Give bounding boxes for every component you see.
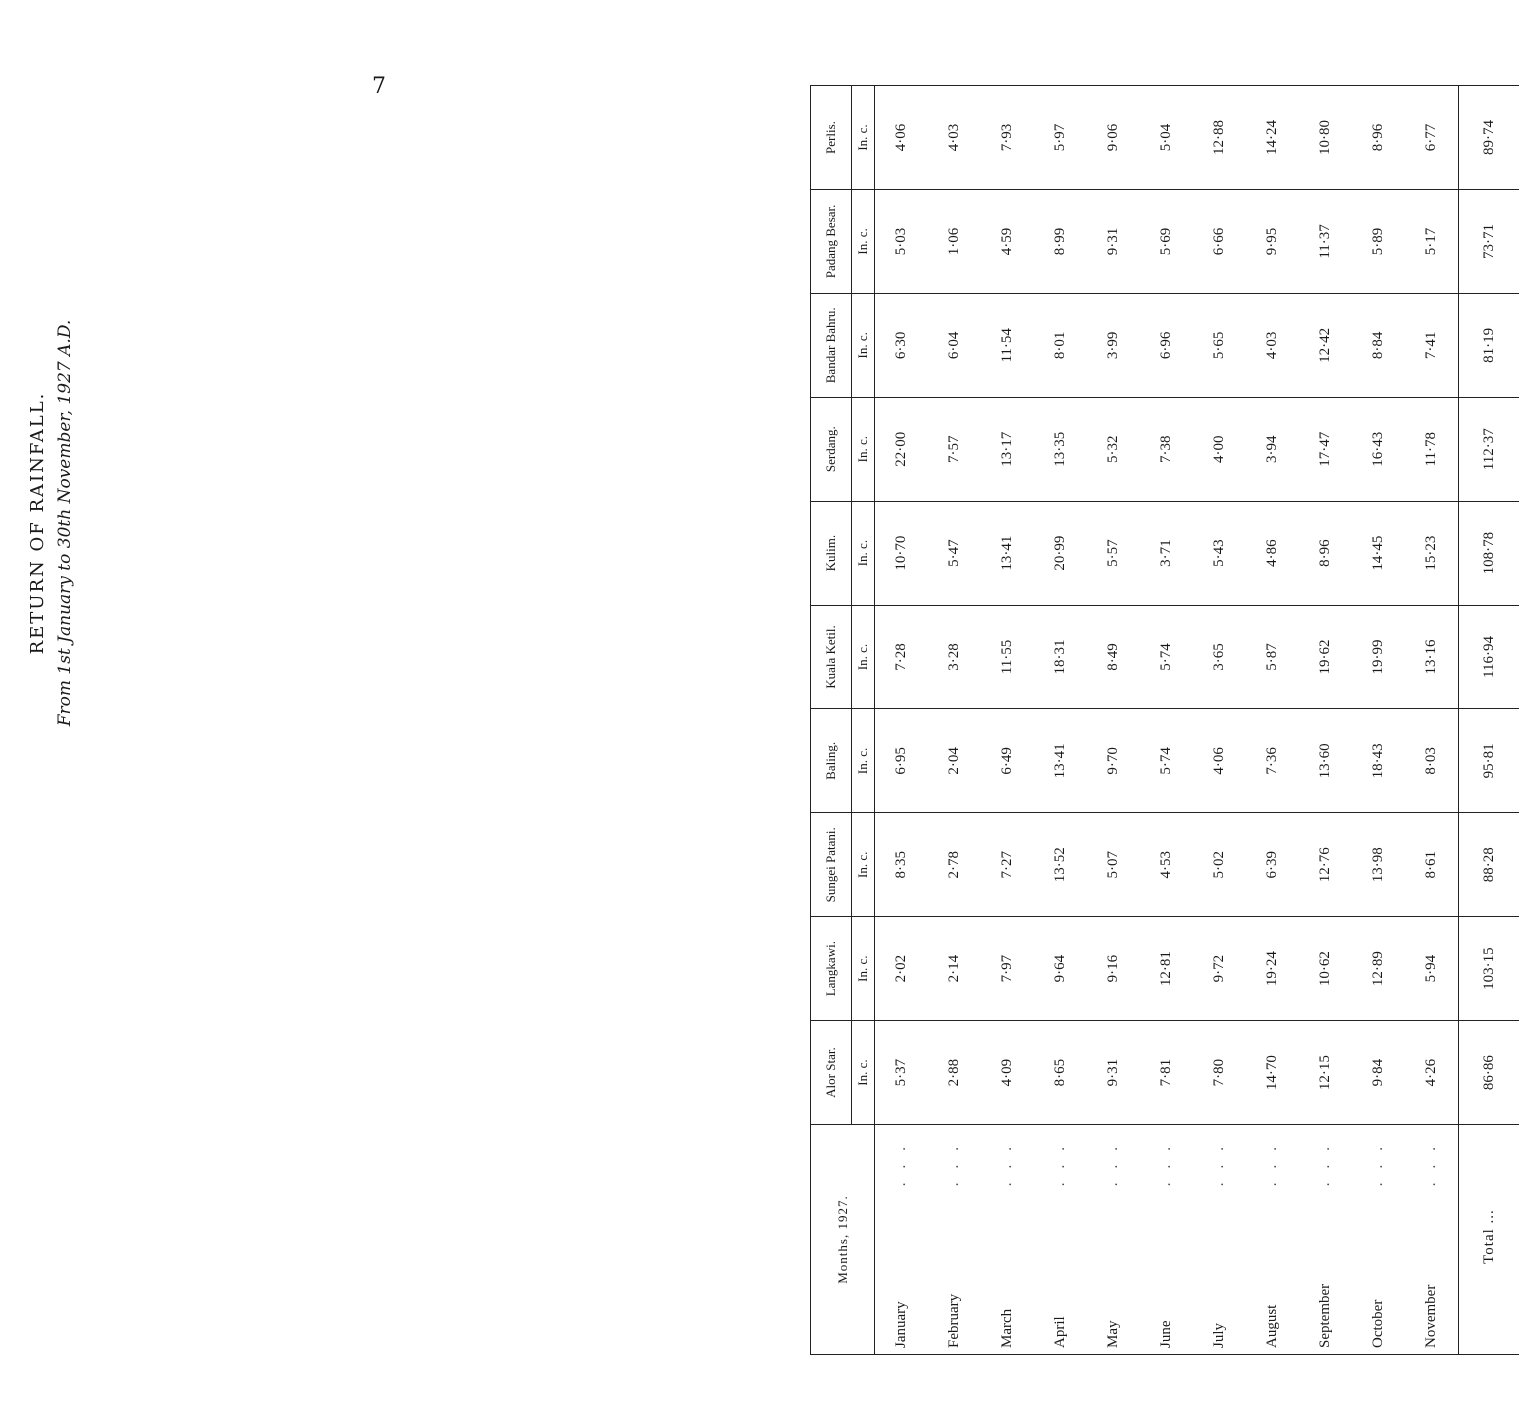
rainfall-value: 5·43 [1193, 501, 1246, 605]
rainfall-value: 5·57 [1087, 501, 1140, 605]
rainfall-value: 13·41 [981, 501, 1034, 605]
month-label: May [1105, 1320, 1121, 1348]
rainfall-value: 8·61 [1405, 813, 1459, 917]
rainfall-value: 7·97 [981, 917, 1034, 1021]
rainfall-value: 7·81 [1140, 1021, 1193, 1125]
total-value: 108·78 [1459, 501, 1519, 605]
station-header-row [811, 86, 852, 1355]
rainfall-value: 9·95 [1246, 189, 1299, 293]
month-cell [1405, 1125, 1459, 1355]
leader-dots: ... [1370, 1133, 1386, 1187]
rainfall-value: 7·28 [875, 605, 929, 709]
rainfall-value: 5·32 [1087, 397, 1140, 501]
rainfall-value: 9·70 [1087, 709, 1140, 813]
rainfall-value: 8·01 [1034, 293, 1087, 397]
rainfall-value: 9·84 [1352, 1021, 1405, 1125]
rainfall-value: 2·14 [928, 917, 981, 1021]
units-label: In. c. [852, 917, 875, 1021]
rainfall-value: 5·97 [1034, 86, 1087, 190]
rainfall-table-body [875, 86, 1519, 1355]
page-title: RETURN OF RAINFALL. [27, 391, 48, 655]
units-label: In. c. [852, 1021, 875, 1125]
station-header: Kuala Ketil. [811, 605, 852, 709]
rainfall-value: 14·45 [1352, 501, 1405, 605]
total-value: 73·71 [1459, 189, 1519, 293]
month-cell [875, 1125, 929, 1355]
rainfall-value: 4·86 [1246, 501, 1299, 605]
month-label: February [946, 1293, 962, 1348]
month-label: June [1158, 1320, 1174, 1348]
rainfall-value: 5·74 [1140, 709, 1193, 813]
rainfall-value: 13·17 [981, 397, 1034, 501]
rainfall-value: 12·89 [1352, 917, 1405, 1021]
units-label: In. c. [852, 293, 875, 397]
rainfall-value: 6·96 [1140, 293, 1193, 397]
rainfall-value: 7·27 [981, 813, 1034, 917]
units-label: In. c. [852, 605, 875, 709]
table-row [1193, 86, 1246, 1355]
rainfall-value: 8·03 [1405, 709, 1459, 813]
rainfall-value: 5·03 [875, 189, 929, 293]
units-label: In. c. [852, 397, 875, 501]
rainfall-value: 19·62 [1299, 605, 1352, 709]
leader-dots: ... [1052, 1133, 1068, 1187]
rainfall-value: 8·96 [1352, 86, 1405, 190]
leader-dots: ... [1317, 1133, 1333, 1187]
table-row [1246, 86, 1299, 1355]
rainfall-value: 5·65 [1193, 293, 1246, 397]
rainfall-value: 8·35 [875, 813, 929, 917]
rainfall-value: 13·98 [1352, 813, 1405, 917]
rainfall-value: 2·78 [928, 813, 981, 917]
rainfall-value: 8·65 [1034, 1021, 1087, 1125]
rainfall-value: 12·88 [1193, 86, 1246, 190]
rainfall-value: 4·09 [981, 1021, 1034, 1125]
rainfall-value: 3·99 [1087, 293, 1140, 397]
rainfall-value: 10·80 [1299, 86, 1352, 190]
rainfall-value: 6·95 [875, 709, 929, 813]
rainfall-value: 16·43 [1352, 397, 1405, 501]
rainfall-value: 4·06 [875, 86, 929, 190]
rainfall-value: 2·04 [928, 709, 981, 813]
rainfall-value: 14·24 [1246, 86, 1299, 190]
rainfall-value: 14·70 [1246, 1021, 1299, 1125]
leader-dots: ... [1211, 1133, 1227, 1187]
station-header: Perlis. [811, 86, 852, 190]
rainfall-value: 22·00 [875, 397, 929, 501]
rainfall-value: 6·39 [1246, 813, 1299, 917]
rainfall-value: 3·65 [1193, 605, 1246, 709]
rainfall-value: 5·17 [1405, 189, 1459, 293]
rainfall-value: 12·76 [1299, 813, 1352, 917]
leader-dots: ... [1105, 1133, 1121, 1187]
month-cell [1299, 1125, 1352, 1355]
rainfall-value: 13·41 [1034, 709, 1087, 813]
month-label: September [1317, 1283, 1333, 1348]
units-label: In. c. [852, 813, 875, 917]
total-value: 89·74 [1459, 86, 1519, 190]
rainfall-value: 5·87 [1246, 605, 1299, 709]
rainfall-value: 19·99 [1352, 605, 1405, 709]
total-value: 103·15 [1459, 917, 1519, 1021]
rainfall-value: 10·70 [875, 501, 929, 605]
rainfall-value: 4·00 [1193, 397, 1246, 501]
leader-dots: ... [1158, 1133, 1174, 1187]
rainfall-value: 4·03 [1246, 293, 1299, 397]
rainfall-value: 3·94 [1246, 397, 1299, 501]
table-row [1352, 86, 1405, 1355]
rainfall-value: 20·99 [1034, 501, 1087, 605]
units-label: In. c. [852, 86, 875, 190]
rainfall-value: 9·06 [1087, 86, 1140, 190]
month-cell [1140, 1125, 1193, 1355]
rainfall-value: 8·49 [1087, 605, 1140, 709]
station-header: Padang Besar. [811, 189, 852, 293]
month-cell [981, 1125, 1034, 1355]
table-row [1140, 86, 1193, 1355]
month-cell [928, 1125, 981, 1355]
station-header: Bandar Bahru. [811, 293, 852, 397]
station-header: Serdang. [811, 397, 852, 501]
rainfall-value: 6·49 [981, 709, 1034, 813]
rainfall-value: 9·72 [1193, 917, 1246, 1021]
units-label: In. c. [852, 501, 875, 605]
station-header: Baling. [811, 709, 852, 813]
rainfall-value: 1·06 [928, 189, 981, 293]
month-label: October [1370, 1299, 1386, 1348]
rainfall-value: 5·69 [1140, 189, 1193, 293]
rainfall-value: 12·81 [1140, 917, 1193, 1021]
table-row [1087, 86, 1140, 1355]
table-row [1299, 86, 1352, 1355]
rainfall-value: 4·06 [1193, 709, 1246, 813]
total-value: 95·81 [1459, 709, 1519, 813]
rainfall-value: 5·47 [928, 501, 981, 605]
rainfall-value: 6·04 [928, 293, 981, 397]
month-cell [1087, 1125, 1140, 1355]
month-cell [1034, 1125, 1087, 1355]
rainfall-value: 11·54 [981, 293, 1034, 397]
rainfall-value: 8·96 [1299, 501, 1352, 605]
months-header: Months, 1927. [811, 1125, 875, 1355]
rainfall-value: 7·57 [928, 397, 981, 501]
rainfall-value: 5·89 [1352, 189, 1405, 293]
table-row [981, 86, 1034, 1355]
station-header: Alor Star. [811, 1021, 852, 1125]
table-row [1034, 86, 1087, 1355]
month-label: March [999, 1308, 1015, 1348]
rainfall-value: 13·60 [1299, 709, 1352, 813]
leader-dots: ... [1423, 1133, 1439, 1187]
leader-dots: ... [1264, 1133, 1280, 1187]
rainfall-value: 9·64 [1034, 917, 1087, 1021]
total-value: 116·94 [1459, 605, 1519, 709]
rainfall-value: 4·26 [1405, 1021, 1459, 1125]
rainfall-value: 15·23 [1405, 501, 1459, 605]
month-label: April [1052, 1316, 1068, 1348]
page-number: 7 [372, 74, 386, 99]
rainfall-value: 9·31 [1087, 189, 1140, 293]
rainfall-value: 3·28 [928, 605, 981, 709]
rainfall-value: 7·36 [1246, 709, 1299, 813]
rainfall-value: 6·30 [875, 293, 929, 397]
station-header: Sungei Patani. [811, 813, 852, 917]
rainfall-value: 2·88 [928, 1021, 981, 1125]
rainfall-value: 5·04 [1140, 86, 1193, 190]
rainfall-value: 17·47 [1299, 397, 1352, 501]
rainfall-value: 5·07 [1087, 813, 1140, 917]
station-header: Kulim. [811, 501, 852, 605]
total-label: Total ... [1459, 1125, 1519, 1355]
leader-dots: ... [999, 1133, 1015, 1187]
month-cell [1246, 1125, 1299, 1355]
rainfall-value: 19·24 [1246, 917, 1299, 1021]
total-value: 112·37 [1459, 397, 1519, 501]
rainfall-value: 12·42 [1299, 293, 1352, 397]
month-label: January [893, 1301, 909, 1348]
rainfall-value: 2·02 [875, 917, 929, 1021]
rainfall-value: 5·02 [1193, 813, 1246, 917]
rainfall-value: 7·80 [1193, 1021, 1246, 1125]
rainfall-value: 5·74 [1140, 605, 1193, 709]
units-label: In. c. [852, 189, 875, 293]
rainfall-value: 4·03 [928, 86, 981, 190]
page-subtitle: From 1st January to 30th November, 1927 A.D. [55, 319, 75, 727]
rainfall-value: 12·15 [1299, 1021, 1352, 1125]
month-label: November [1423, 1284, 1439, 1348]
rainfall-value: 4·53 [1140, 813, 1193, 917]
leader-dots: ... [946, 1133, 962, 1187]
station-header: Langkawi. [811, 917, 852, 1021]
total-value: 88·28 [1459, 813, 1519, 917]
rainfall-value: 11·55 [981, 605, 1034, 709]
rainfall-value: 6·77 [1405, 86, 1459, 190]
rainfall-value: 3·71 [1140, 501, 1193, 605]
total-value: 86·86 [1459, 1021, 1519, 1125]
total-value: 81·19 [1459, 293, 1519, 397]
rainfall-table [810, 85, 1519, 1355]
rainfall-value: 7·93 [981, 86, 1034, 190]
rainfall-table-container [810, 85, 1502, 1355]
rainfall-value: 5·94 [1405, 917, 1459, 1021]
rainfall-value: 13·35 [1034, 397, 1087, 501]
rainfall-value: 13·16 [1405, 605, 1459, 709]
month-cell [1352, 1125, 1405, 1355]
table-title-block [27, 288, 79, 758]
rainfall-value: 7·38 [1140, 397, 1193, 501]
rainfall-value: 18·43 [1352, 709, 1405, 813]
rainfall-value: 8·99 [1034, 189, 1087, 293]
table-row [1405, 86, 1459, 1355]
table-row [875, 86, 929, 1355]
units-label: In. c. [852, 709, 875, 813]
leader-dots: ... [893, 1133, 909, 1187]
table-row [928, 86, 981, 1355]
rainfall-value: 18·31 [1034, 605, 1087, 709]
rainfall-value: 11·78 [1405, 397, 1459, 501]
month-label: August [1264, 1304, 1280, 1348]
rainfall-value: 4·59 [981, 189, 1034, 293]
rainfall-value: 9·31 [1087, 1021, 1140, 1125]
rainfall-value: 13·52 [1034, 813, 1087, 917]
rainfall-value: 6·66 [1193, 189, 1246, 293]
rainfall-value: 7·41 [1405, 293, 1459, 397]
rainfall-value: 10·62 [1299, 917, 1352, 1021]
rainfall-value: 5·37 [875, 1021, 929, 1125]
month-label: July [1211, 1322, 1227, 1348]
rainfall-value: 11·37 [1299, 189, 1352, 293]
rainfall-value: 9·16 [1087, 917, 1140, 1021]
total-row [1459, 86, 1519, 1355]
rainfall-value: 8·84 [1352, 293, 1405, 397]
month-cell [1193, 1125, 1246, 1355]
